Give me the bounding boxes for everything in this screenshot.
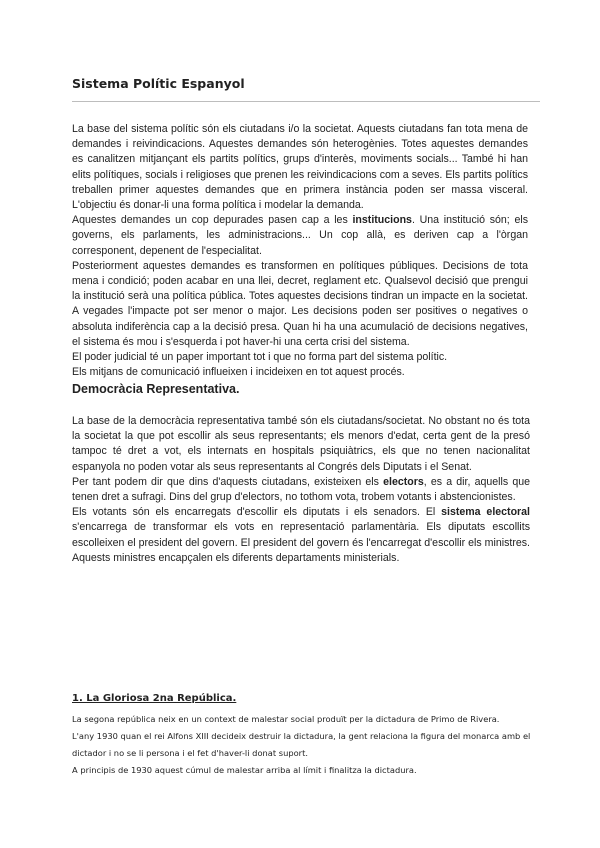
text-run: s'encarrega de transformar els vots en representació parlamentària. Els diputats escollits escolleixen el president del govern. El president del govern és l'encarregat d'escollir els ministres. Aquests ministres encapçalen els diferents departaments ministerials. bbox=[72, 521, 530, 564]
section-heading-democracy: Democràcia Representativa. bbox=[72, 382, 240, 396]
section-political-system bbox=[72, 122, 528, 380]
text-run: , es a dir, aquells que tenen dret a sufragi. Dins del grup d'electors, no tothom vota, trobem votants i abstencionistes. bbox=[72, 475, 531, 504]
paragraph: Els mitjans de comunicació influeixen i incideixen en tot aquest procés. bbox=[72, 366, 405, 379]
section-democracy bbox=[72, 414, 530, 566]
text-run: La base del sistema polític són els ciutadans i/o la societat. Aquests ciutadans fan tota mena de demandes i reivindicacions. Aquestes demandes són heterogènies. Totes aquestes demandes es canalitzen mitjançant els bbox=[72, 123, 528, 166]
paragraph: La base de la democràcia representativa també són els ciutadans/societat. No obstant no és tota la societat la que pot escollir als seus representants; els menors d'edat, certa gent de la presó tampoc té dret a vot, els internats en hospitals psiquiàtrics, els que no tenen nacionalitat espanyola no poden votar als seus representants al Congrés dels Diputats i el Senat. bbox=[72, 415, 530, 473]
paragraph: El poder judicial té un paper important tot i que no forma part del sistema polític. bbox=[72, 351, 448, 364]
text-run: Els votants són els encarregats d'escollir els diputats i els senadors. El bbox=[72, 506, 442, 519]
paragraph: L'any 1930 quan el rei Alfons XIII decideix destruir la dictadura, la gent relaciona la figura del monarca amb el dictador i no se li persona i el fet d'haver-li donat suport. bbox=[72, 731, 531, 758]
document-title: Sistema Polític Espanyol bbox=[72, 76, 245, 91]
text-run: Aquestes demandes un cop depurades pasen cap a les bbox=[72, 214, 353, 227]
paragraph bbox=[72, 505, 530, 566]
paragraph bbox=[72, 213, 528, 259]
paragraph bbox=[72, 122, 528, 213]
text-run: partits polítics, grups d'interès, moviments socials bbox=[209, 153, 449, 166]
paragraph: La segona república neix en un context de malestar social produït per la dictadura de Primo de Rivera. bbox=[72, 714, 500, 724]
paragraph: Posteriorment aquestes demandes es transformen en polítiques públiques. Decisions de tota mena i condició; poden acabar en una llei, decret, reglament etc. Qualsevol decisió que prengui la institució serà una política pública. Totes aquestes decisions tindran un impacte en la societat. A vegades l'impacte pot ser menor o major. Les decisions poden ser positives o negatives o absoluta indiferència cap a la decisió presa. Quan hi ha una acumulació de decisions negatives, el sistema és mou i s'esquerda i pot haver-hi una certa crisi del sistema. bbox=[72, 259, 528, 348]
paragraph: A principis de 1930 aquest cúmul de malestar arriba al límit i finalitza la dictadura. bbox=[72, 765, 417, 775]
title-divider bbox=[72, 101, 540, 102]
paragraph bbox=[72, 475, 530, 505]
text-run: ... També hi han elits polítiques, socials i religioses que prenen les reivindicacions com a seves. Els partits polítics treballen primer aquestes demandes que en primera instància poden ser massa visceral. L'objectiu és donar-li una forma política i modelar la demanda. bbox=[72, 153, 529, 212]
text-run: Per tant podem dir que dins d'aquests ciutadans, existeixen els bbox=[72, 475, 384, 488]
section-heading-republic: 1. La Gloriosa 2na República. bbox=[72, 693, 237, 704]
section-republic bbox=[72, 711, 532, 779]
text-run: . Una institució són; els governs, els parlaments, les administracions... Un cop allà, es deriven cap a l'òrgan corresponent, depenent de l'especialitat. bbox=[72, 214, 528, 257]
bold-term: electors bbox=[383, 475, 424, 488]
bold-term: institucions bbox=[352, 214, 412, 227]
bold-term: sistema electoral bbox=[441, 506, 531, 519]
